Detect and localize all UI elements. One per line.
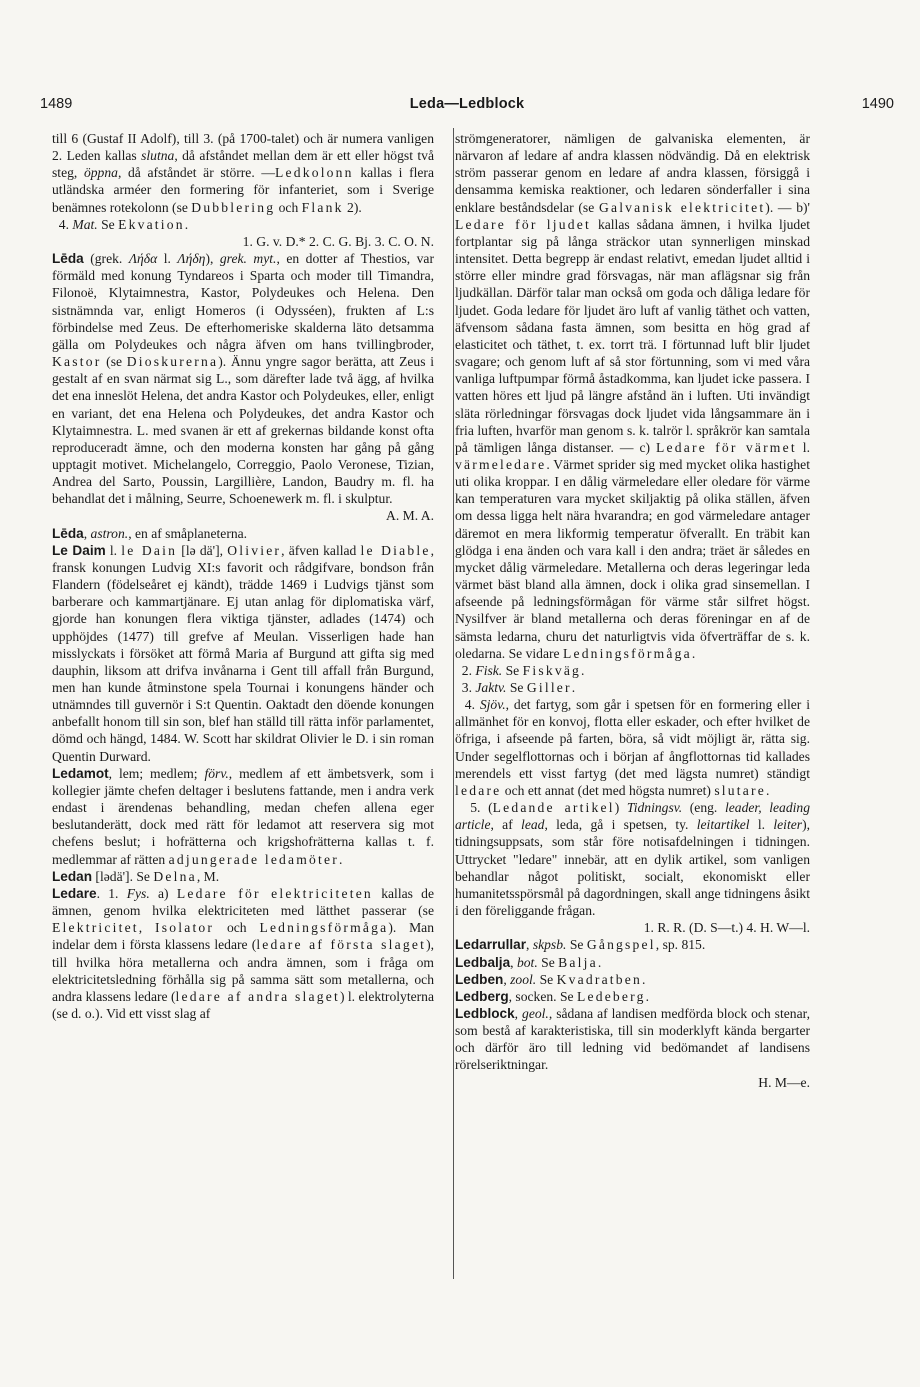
page-header — [40, 96, 894, 116]
article-paragraph: till 6 (Gustaf II Adolf), till 3. (på 1700-talet) och är numera vanligen 2. Leden kallas slutna, då afståndet mellan dem är ett eller högst två steg, öppna, då afståndet är större. —Ledkolonn kallas i flera utländska arméer den formering för infanteriet, som i Sverige benämnes rotekolonn (se Dubblering och Flank 2). — [52, 131, 434, 215]
article-paragraph: strömgeneratorer, nämligen de galvaniska elementen, är närvaron af ledare af andra klassen nödvändig. Då en elektrisk ström passerar genom en ledare af andra klassen, försiggå i densamma kemiska reaktioner, och ledaren sönderfaller i sina enklare beståndsdelar (se Galvanisk elektricitet). — b)' Ledare för ljudet kallas sådana ämnen, i hvilka ljudet fortplantar sig på långa sträckor utan synnerligen minskad intensitet. Detta begrepp är endast relativt, emedan ljudet alltid i större eller mindre grad försvagas, när man aflägsnar sig från ljudkällan. Därför talar man också om goda och dåliga ledare för ljudet. Goda ledare för ljudet äro luft af vanlig täthet och vatten, äfvensom sådana fasta ämnen, som besitta en hög grad af elasticitet och täthet, t. ex. torrt trä. I förtunnad luft blir ljudet svagare; och genom luft af så stor förtunning, som vi med våra vanliga luftpumpar förmå åstadkomma, kan ljudet icke passera. I vatten höres ett ljud på längre afstånd än i luften. Uti invändigt släta rörledningar försvagas dock ljudet vida långsammare än i fria luften, hvarför man genom s. k. talrör l. språkrör kan samtala på tämligen långa distanser. — c) Ledare för värmet l. värmeledare. Värmet sprider sig med mycket olika hastighet uti olika kroppar. I en dålig värmeledare eller oledare för värme kan temperaturen vara mycket skiljaktig på olika ställen, äfven om dessa ligga helt nära hvarandra; en god värmeledare antager däremot en mera likformig temperatur öfverallt. En träbit kan glödga i ena änden och vara kall i den andra; träet är således en mycket dålig värmeledare. Metallerna och deras legeringar leda värmet bäst bland alla ämnen, dock i olika grad sinsemellan. I afseende på ledningsförmågan för värme står silfret högst. Nysilfver är bland metallerna och deras föreningar en af de sämsta ledarna, churu det naturligtvis vida öfverträffar de s. k. oledarna. Se vidare Ledningsförmåga. — [455, 131, 811, 661]
author-signature: 1. R. R. (D. S—t.) 4. H. W—l. — [643, 920, 810, 936]
article-paragraph: 5. (Ledande artikel) Tidningsv. (eng. leader, leading article, af lead, leda, gå i spetsen, ty. leitartikel l. leiter), tidningsuppsats, som står före notisafdelningen i tidningen. Uttrycket "ledare" innebär, att en dylik artikel, som vanligen behandlar något politiskt, socialt, ekonomiskt eller humanitetsspörsmål på dagordningen, skall ange tidningens åsikt i den föreliggande frågan. — [455, 800, 810, 919]
right-column — [455, 130, 810, 1091]
article-paragraph: 4. Mat. Se Ekvation. — [52, 216, 189, 232]
article-paragraph: Ledberg, socken. Se Ledeberg. — [455, 988, 650, 1004]
author-signature: A. M. A. — [386, 508, 434, 524]
article-paragraph: Ledan [lədä']. Se Delna, M. — [52, 868, 220, 884]
page-number-left: 1489 — [40, 96, 73, 112]
article-paragraph: Lēda (grek. Λήδα l. Λήδη), grek. myt., en dotter af Thestios, var förmäld med konung Tyndareos i Sparta och moder till Timandra, Filonoë, Klytaimnestra, Kastor, Polydeukes och Helena. Den sistnämnda var, enligt Homeros (i Odysséen), frukten af L:s förbindelse med Zeus. De efterhomeriske skalderna läto detsamma gälla om Polydeukes och några äfven om hans tvillingbroder, Kastor (se Dioskurerna). Ännu yngre sagor berätta, att Zeus i gestalt af en svan närmat sig L., som därefter lade två ägg, af hvilka det ena inneslöt Helena, det andra Kastor och Polydeukes, eller, enligt en variant, det ena Helena och Polydeukes, det andra Kastor och Klytaimnestra. L. med svanen är ett af grekernas bildande konst ofta reproduceradt ämne, och den moderna konsten har gång på gång upptagit motivet. Michelangelo, Correggio, Paolo Veronese, Tizian, Andrea del Sarto, Poussin, Largillière, Landon, Baudry m. fl. ha behandlat det i målning, Seurre, Schoenewerk m. fl. i skulptur. — [52, 251, 435, 507]
article-paragraph: Ledben, zool. Se Kvadratben. — [455, 971, 646, 987]
page-number-right: 1490 — [861, 96, 894, 112]
article-paragraph: Lēda, astron., en af småplaneterna. — [52, 525, 248, 541]
article-paragraph: 3. Jaktv. Se Giller. — [455, 680, 576, 695]
article-paragraph: Ledbalja, bot. Se Balja. — [455, 954, 602, 970]
running-title: Leda—Ledblock — [409, 96, 525, 112]
author-signature: 1. G. v. D.* 2. C. G. Bj. 3. C. O. N. — [242, 233, 434, 249]
article-paragraph: Ledamot, lem; medlem; förv., medlem af ett ämbetsverk, som i kollegier jämte chefen deltager i beslutens fattande, men i andra verk endast i ärendenas behandling, medan chefen allena eger beslutanderätt, dock med rätt för ledamot att reservera sig mot chefens beslut; i hofrätterna och krigshofrätterna kallas t. f. medlemmar af rätten adjungerade ledamöter. — [52, 765, 434, 867]
article-paragraph: 2. Fisk. Se Fiskväg. — [455, 662, 585, 678]
article-paragraph: 4. Sjöv., det fartyg, som går i spetsen för en formering eller i allmänhet för en konvoj, flotta eller eskader, och efter hvilket de öfriga, i afseende på farten, böra, så vidt möjligt är, rätta sig. Under segelflottornas och i början af ångflottornas tid kallades merendels ett visst fartyg (det med lägsta numret) ständigt ledare och ett annat (det med högsta numret) slutare. — [455, 697, 810, 798]
article-paragraph: Le Daim l. le Dain [lə dä'], Olivier, äfven kallad le Diable, fransk konungen Ludvig XI:s favorit och rådgifvare, bondson från Flandern (födelseåret ej kändt), trädde 1469 i Ludvigs tjänst som barberare och kammartjänare. Ej utan anlag för diplomatiska värf, gjorde han konungen flera viktiga tjänster, adlades (1474) och upphöjdes (1477) till grefve af Meulan. Visserligen hade han misslyckats i försöket att förmå Maria af Burgund att gifta sig med dauphin, liksom att drifva invånarna i Gent till affall från Burgund, men han kunde åtminstone spela Tournai i konungens händer och utnämndes till guvernör i S:t Quentin. Oaktadt den döende konungen anbefallt honom till sin son, blef han ställd till rätta inför parlamentet, dömd och hängd, 1484. W. Scott har skildrat Olivier le D. i sin roman Quentin Durward. — [52, 542, 434, 764]
left-column — [52, 130, 434, 1022]
article-paragraph: Ledare. 1. Fys. a) Ledare för elektriciteten kallas de ämnen, genom hvilka elektriciteten med lätthet passerar (se Elektricitet, Isolator och Ledningsförmåga). Man indelar dem i första klassens ledare (ledare af första slaget), till hvilka höra metallerna och andra ämnen, som i fråga om elektricitetsledning förhålla sig på samma sätt som metallerna, och andra klassens ledare (ledare af andra slaget) l. elektrolyterna (se d. o.). Vid ett visst slag af — [52, 885, 435, 1021]
article-paragraph: Ledblock, geol., sådana af landisen medförda block och stenar, som bestå af karakteristiska, till sin moderklyft kända bergarter och därför äro till ledning vid bedömandet af landisens rörelseriktningar. — [455, 1005, 810, 1073]
article-paragraph: Ledarrullar, skpsb. Se Gångspel, sp. 815. — [455, 937, 706, 953]
column-divider — [453, 128, 454, 1279]
author-signature: H. M—e. — [758, 1074, 810, 1090]
